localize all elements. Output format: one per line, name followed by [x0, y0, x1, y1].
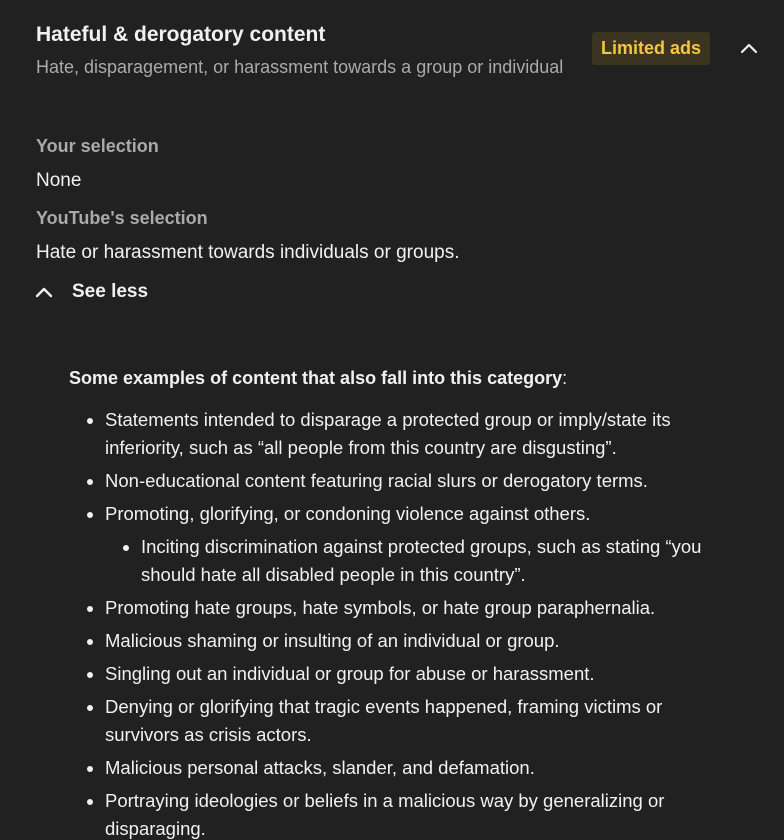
chevron-up-icon [739, 41, 759, 55]
collapse-button[interactable] [735, 34, 763, 62]
list-item-text: Promoting, glorifying, or condoning violence against others. [105, 503, 591, 524]
list-item [105, 500, 709, 589]
list-item: • Malicious shaming or insulting of an individual or group. [105, 627, 709, 655]
policy-title: Hateful & derogatory content [36, 23, 326, 46]
policy-subtitle: Hate, disparagement, or harassment towards a group or individual [36, 57, 564, 77]
policy-header [36, 20, 596, 81]
list-item: • Portraying ideologies or beliefs in a malicious way by generalizing or disparaging. [105, 787, 709, 840]
examples-section [69, 364, 709, 840]
youtube-selection-label: YouTube's selection [36, 208, 208, 228]
see-less-label: See less [72, 281, 149, 302]
examples-heading-colon: : [562, 368, 568, 388]
examples-heading-text: Some examples of content that also fall into this category [69, 368, 563, 388]
list-item: • Singling out an individual or group for abuse or harassment. [105, 660, 709, 688]
limited-ads-badge: Limited ads [592, 32, 710, 65]
chevron-up-icon [34, 285, 54, 299]
youtube-selection-value: Hate or harassment towards individuals or groups. [36, 242, 460, 263]
examples-list [69, 406, 709, 840]
list-subitem: • Inciting discrimination against protected groups, such as stating “you should hate all disabled people in this country”. [141, 533, 709, 589]
examples-sublist [105, 533, 709, 589]
list-item: • Statements intended to disparage a protected group or imply/state its inferiority, such as “all people from this country are disgusting”. [105, 406, 709, 462]
your-selection-value: None [36, 170, 82, 191]
list-item: • Denying or glorifying that tragic events happened, framing victims or survivors as crisis actors. [105, 693, 709, 749]
see-less-button[interactable] [34, 278, 148, 306]
examples-heading [69, 364, 709, 392]
your-selection-label: Your selection [36, 136, 159, 156]
list-item: • Promoting hate groups, hate symbols, or hate group paraphernalia. [105, 594, 709, 622]
list-item: • Non-educational content featuring racial slurs or derogatory terms. [105, 467, 709, 495]
list-item: • Malicious personal attacks, slander, and defamation. [105, 754, 709, 782]
